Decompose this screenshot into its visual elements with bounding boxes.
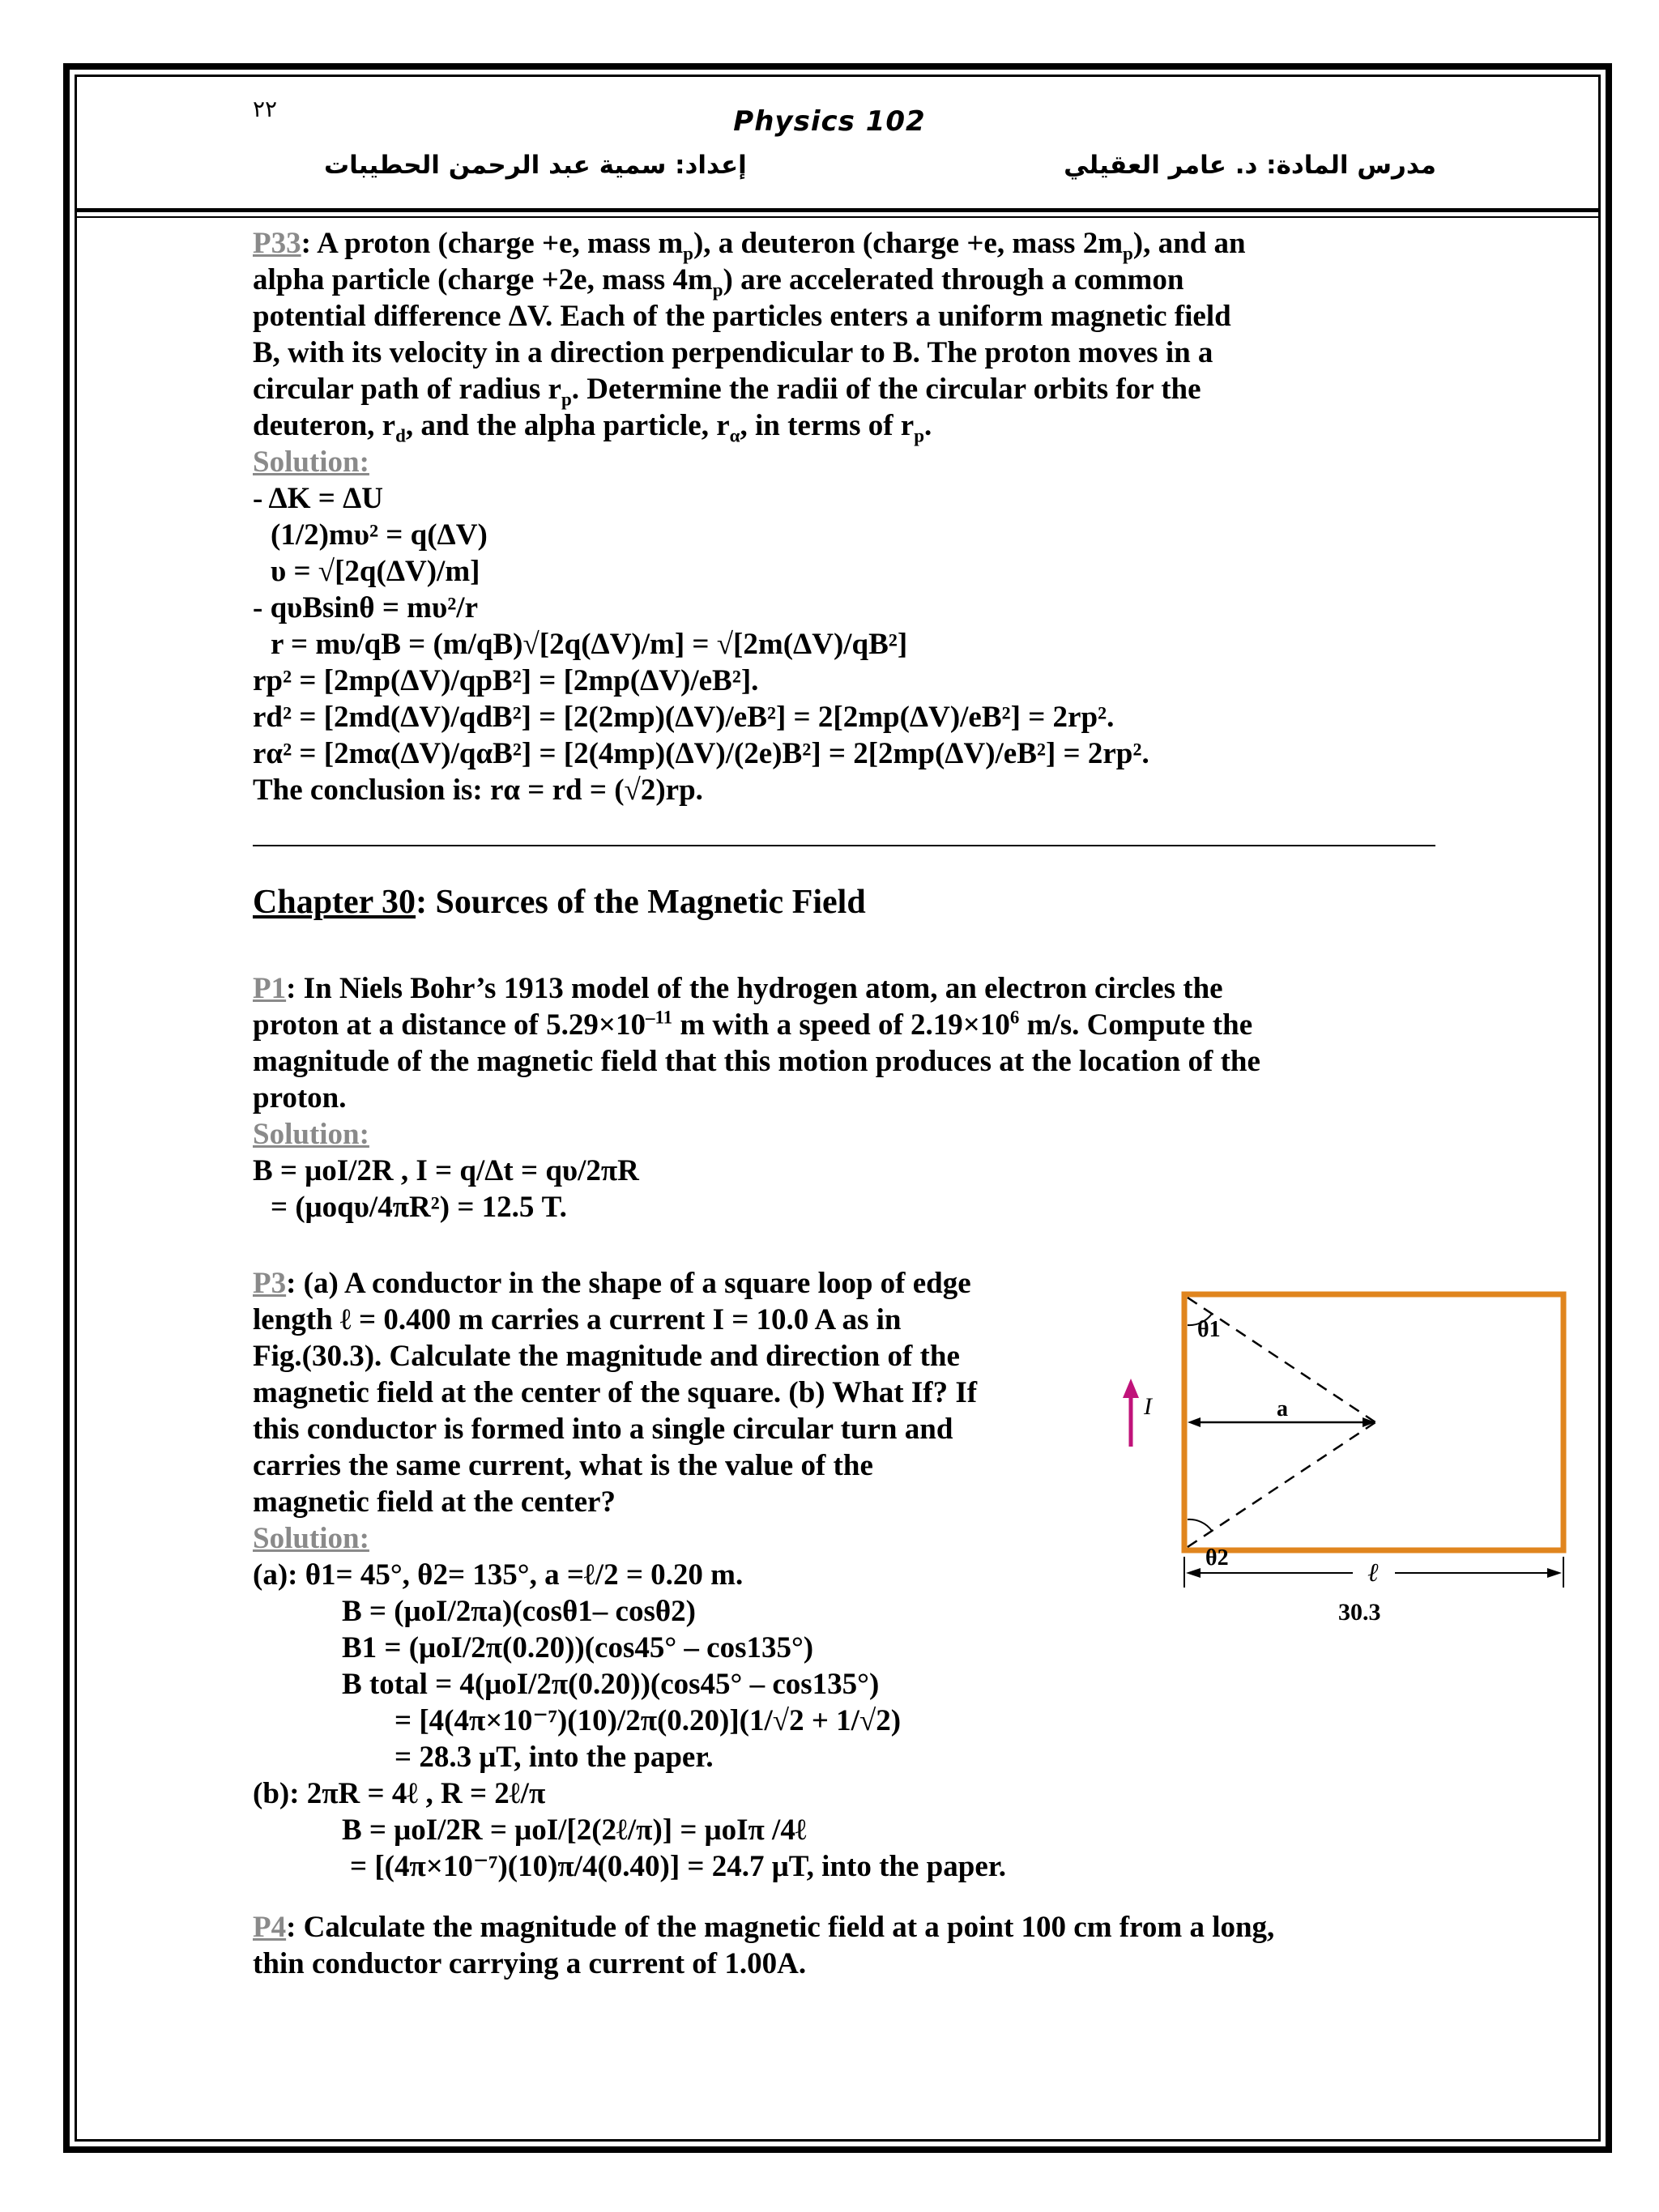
- figure-30-3: [1110, 1272, 1596, 1644]
- p1-sol-1: B = μoI/2R , I = q/Δt = qυ/2πR: [253, 1154, 639, 1187]
- p1-line-4: proton.: [253, 1081, 347, 1115]
- p3-sol-9: = [(4π×10⁻⁷)(10)π/4(0.40)] = 24.7 μT, into the paper.: [350, 1850, 1007, 1883]
- chapter-heading: Chapter 30: Sources of the Magnetic Field: [253, 884, 866, 921]
- p3-sol-5: = [4(4π×10⁻⁷)(10)/2π(0.20)](1/√2 + 1/√2): [394, 1704, 902, 1737]
- p33-sol-5: r = mυ/qB = (m/qB)√[2q(ΔV)/m] = √[2m(ΔV)/qB²]: [271, 628, 908, 661]
- p1-sol-2: = (μoqυ/4πR²) = 12.5 T.: [271, 1191, 567, 1224]
- edge-arrow-right-icon: [1547, 1568, 1562, 1578]
- p3-sol-2: B = (μoI/2πa)(cosθ1– cosθ2): [342, 1595, 696, 1628]
- problem-p1: [253, 970, 1435, 1225]
- p33-sol-3: υ = √[2q(ΔV)/m]: [271, 555, 480, 588]
- dashed-line-lower: [1188, 1422, 1375, 1547]
- p3-line-3: Fig.(30.3). Calculate the magnitude and direction of the: [253, 1340, 960, 1373]
- header-rule-thin: [75, 216, 1601, 218]
- p1-line-3: magnitude of the magnetic field that this motion produces at the location of the: [253, 1045, 1260, 1078]
- p33-solution-label: Solution:: [253, 445, 369, 479]
- p3-line-4: magnetic field at the center of the square. (b) What If? If: [253, 1376, 978, 1409]
- p1-solution-label: Solution:: [253, 1118, 369, 1151]
- p3-sol-8: B = μoI/2R = μoI/[2(2ℓ/π)] = μoIπ /4ℓ: [342, 1813, 807, 1847]
- p33-sol-2: (1/2)mυ² = q(ΔV): [271, 518, 488, 552]
- p3-line-6: carries the same current, what is the value of the: [253, 1449, 873, 1482]
- theta2-label: θ2: [1205, 1545, 1229, 1571]
- p3-solution-label: Solution:: [253, 1522, 369, 1555]
- p33-line-5: circular path of radius $r_p$. Determine the radii of the circular orbits for the: [253, 373, 1201, 410]
- p3-line-5: this conductor is formed into a single circular turn and: [253, 1413, 953, 1446]
- p33-line-3: potential difference ΔV. Each of the particles enters a uniform magnetic field: [253, 300, 1231, 333]
- p4-line-1: P4: Calculate the magnitude of the magnetic field at a point 100 cm from a long,: [253, 1911, 1275, 1944]
- header-rule-thick: [75, 208, 1601, 212]
- p33-line-1: P33: A proton (charge +e, mass $m_p$), a deuteron (charge +e, mass $2m_p$), and an: [253, 227, 1246, 264]
- p3-sol-3: B1 = (μoI/2π(0.20))(cos45° – cos135°): [342, 1631, 814, 1664]
- p3-sol-7: (b): 2πR = 4ℓ , R = 2ℓ/π: [253, 1777, 546, 1810]
- page-number: ٢٢: [253, 96, 278, 122]
- problem-p4: [253, 1909, 1435, 1982]
- theta2-arc: [1188, 1519, 1212, 1531]
- theta1-label: θ1: [1197, 1317, 1221, 1342]
- edge-label: ℓ: [1367, 1558, 1379, 1587]
- arrowhead-a-left-icon: [1188, 1417, 1201, 1427]
- p33-sol-7: rd² = [2md(ΔV)/qdB²] = [2(2mp)(ΔV)/eB²] = 2[2mp(ΔV)/eB²] = 2rp².: [253, 701, 1115, 734]
- edge-arrow-left-icon: [1186, 1568, 1201, 1578]
- current-label: I: [1144, 1393, 1152, 1420]
- p33-sol-9: The conclusion is: rα = rd = (√2)rp.: [253, 774, 703, 807]
- p33-sol-1: - ΔK = ΔU: [253, 482, 384, 515]
- p3-line-2: length ℓ = 0.400 m carries a current I = 10.0 A as in: [253, 1303, 902, 1336]
- problem-p33: [253, 225, 1435, 808]
- p33-line-2: alpha particle (charge +2e, mass $4m_p$) are accelerated through a common: [253, 263, 1184, 300]
- p33-sol-6: rp² = [2mp(ΔV)/qpB²] = [2mp(ΔV)/eB²].: [253, 664, 759, 697]
- p3-sol-1: (a): θ1= 45°, θ2= 135°, a =ℓ/2 = 0.20 m.: [253, 1558, 744, 1592]
- p4-line-2: thin conductor carrying a current of 1.00A.: [253, 1947, 807, 1980]
- p33-line-6: deuteron, $r_d$, and the alpha particle, $r_\alpha$, in terms of $r_p$.: [253, 409, 932, 446]
- p3-line-1: P3: (a) A conductor in the shape of a square loop of edge: [253, 1267, 971, 1300]
- section-divider: [253, 845, 1435, 846]
- p3-line-7: magnetic field at the center?: [253, 1485, 616, 1519]
- a-label: a: [1277, 1396, 1288, 1421]
- course-title: Physics 102: [733, 105, 926, 138]
- instructor: مدرس المادة: د. عامر العقيلي: [1064, 151, 1436, 180]
- p33-sol-4: - qυBsinθ = mυ²/r: [253, 591, 479, 624]
- figure-caption: 30.3: [1338, 1599, 1381, 1626]
- p33-sol-8: rα² = [2mα(ΔV)/qαB²] = [2(4mp)(ΔV)/(2e)B²] = 2[2mp(ΔV)/eB²] = 2rp².: [253, 737, 1149, 770]
- p3-sol-4: B total = 4(μoI/2π(0.20))(cos45° – cos135°): [342, 1668, 880, 1701]
- p33-line-4: B, with its velocity in a direction perpendicular to B. The proton moves in a: [253, 336, 1213, 369]
- current-arrowhead-icon: [1123, 1379, 1139, 1398]
- p3-sol-6: = 28.3 μT, into the paper.: [394, 1741, 714, 1774]
- prepared-by: إعداد: سمية عبد الرحمن الحطيبات: [324, 151, 747, 180]
- p1-line-2: proton at a distance of $5.29\times 10^{-11}$ m with a speed of $2.19\times 10^6$ m/s. Compute the: [253, 1007, 1253, 1042]
- p1-line-1: P1: In Niels Bohr’s 1913 model of the hydrogen atom, an electron circles the: [253, 972, 1223, 1005]
